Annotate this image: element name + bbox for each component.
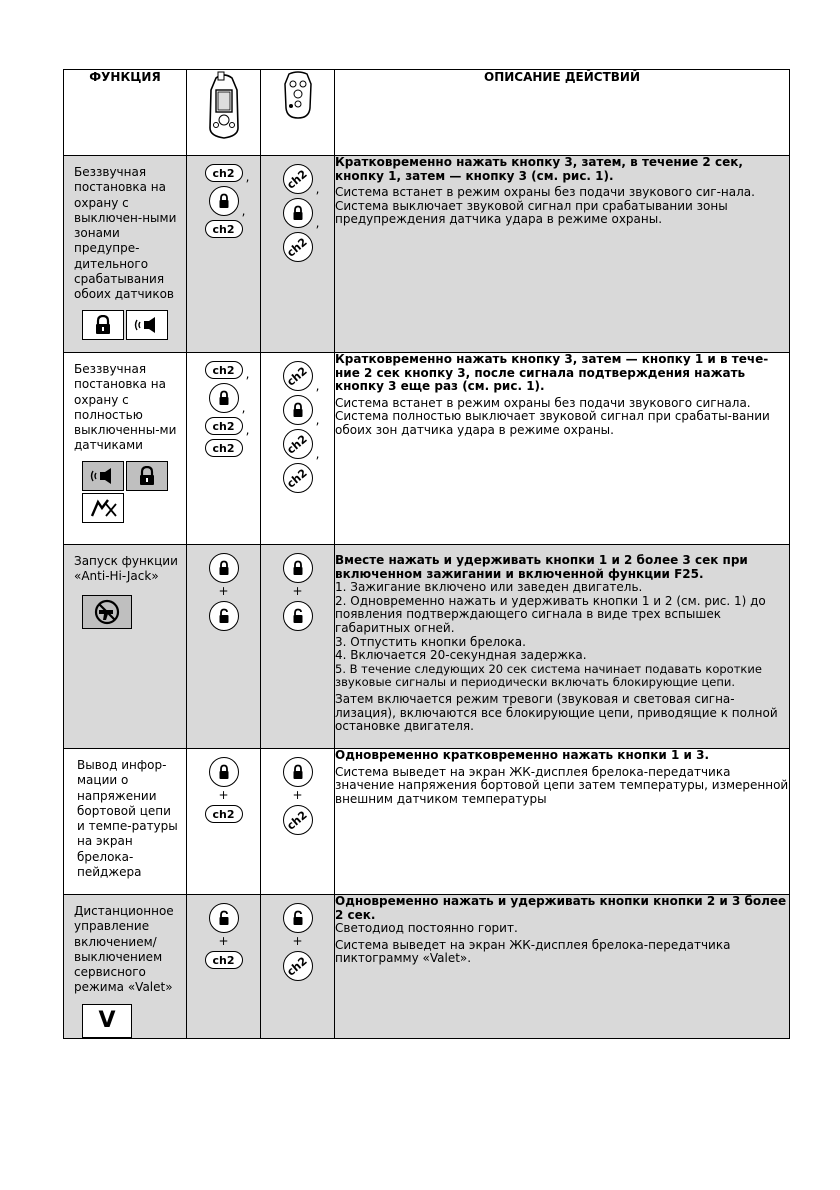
ch2-button-tilted: ch2 bbox=[283, 232, 313, 262]
unlock-button-icon bbox=[283, 903, 313, 933]
speaker-off-icon bbox=[126, 310, 168, 340]
description-bold: Одновременно кратковременно нажать кнопки 1 и 3. bbox=[335, 748, 710, 762]
comma: , bbox=[315, 447, 320, 461]
device2-buttons bbox=[261, 895, 335, 1039]
device1-buttons bbox=[187, 353, 261, 545]
device2-buttons bbox=[261, 545, 335, 749]
device2-buttons bbox=[261, 353, 335, 545]
lock-button-icon bbox=[283, 757, 313, 787]
description-bold: Кратковременно нажать кнопку 3, затем — кнопку 1 и в тече-ние 2 сек кнопку 3, после сигнала подтверждения нажать кнопку 3 еще раз (см. рис. 1). bbox=[335, 352, 769, 394]
step-5: 5. В течение следующих 20 сек система начинает подавать короткие звуковые сигналы и периодически включать блокирующие цепи. bbox=[335, 661, 762, 690]
plus-sign: + bbox=[292, 934, 303, 948]
unlock-button-icon bbox=[209, 903, 239, 933]
step-4: 4. Включается 20-секундная задержка. bbox=[335, 648, 587, 663]
description-cell bbox=[335, 353, 790, 545]
function-cell bbox=[64, 156, 187, 353]
lcd-remote-icon bbox=[204, 70, 244, 142]
device1-buttons bbox=[187, 156, 261, 353]
description-bold: Вместе нажать и удерживать кнопки 1 и 2 более 3 сек при включенном зажигании и включенной функции F25. bbox=[335, 553, 748, 581]
unlock-button-icon bbox=[283, 601, 313, 631]
lock-button-icon bbox=[209, 757, 239, 787]
ch2-button-tilted: ch2 bbox=[283, 361, 313, 391]
table-row bbox=[64, 353, 790, 545]
table-row bbox=[64, 895, 790, 1039]
ch2-button-tilted: ch2 bbox=[283, 951, 313, 981]
mode-icons bbox=[82, 595, 186, 629]
speaker-off-icon bbox=[82, 461, 124, 491]
mode-icons bbox=[82, 493, 186, 523]
ch2-button: ch2 bbox=[205, 164, 243, 182]
step-3: 3. Отпустить кнопки брелока. bbox=[335, 634, 526, 649]
table-header-row bbox=[64, 70, 790, 156]
device2-buttons bbox=[261, 749, 335, 895]
function-cell bbox=[64, 749, 187, 895]
header-function: ФУНКЦИЯ bbox=[64, 70, 187, 156]
function-cell bbox=[64, 545, 187, 749]
description-cell bbox=[335, 545, 790, 749]
ch2-button-tilted: ch2 bbox=[283, 463, 313, 493]
ch2-button: ch2 bbox=[205, 417, 243, 435]
description-bold: Одновременно нажать и удерживать кнопки кнопки 2 и 3 более 2 сек. bbox=[335, 894, 787, 922]
lock-button-icon bbox=[283, 553, 313, 583]
valet-icon: V bbox=[82, 1004, 132, 1038]
ch2-button: ch2 bbox=[205, 439, 243, 457]
function-cell bbox=[64, 895, 187, 1039]
description-text: Система выведет на экран ЖК-дисплея брелока-передатчика значение напряжения бортовой цепи затем температуры, измеренной внешним датчиком температуры bbox=[335, 764, 789, 806]
plus-sign: + bbox=[218, 788, 229, 802]
function-text: Беззвучная постановка на охрану с полностью выключенны-ми датчиками bbox=[74, 362, 177, 453]
lock-button-icon bbox=[283, 395, 313, 425]
lock-button-icon bbox=[283, 198, 313, 228]
header-device1 bbox=[187, 70, 261, 156]
comma: , bbox=[241, 401, 246, 415]
plus-sign: + bbox=[292, 584, 303, 598]
table-row bbox=[64, 545, 790, 749]
comma: , bbox=[315, 182, 320, 196]
comma: , bbox=[241, 204, 246, 218]
comma: , bbox=[315, 413, 320, 427]
description-cell bbox=[335, 749, 790, 895]
description-text: Система встанет в режим охраны без подачи звукового сигнала. Система полностью выключает звуковой сигнал при срабаты-вании обоих зон датчика удара в режиме охраны. bbox=[335, 395, 770, 437]
comma: , bbox=[245, 367, 250, 381]
function-text: Беззвучная постановка на охрану с выключен-ными зонами предупре-дительного срабатывания обоих датчиков bbox=[74, 165, 177, 302]
comma: , bbox=[245, 170, 250, 184]
lock-icon bbox=[82, 310, 124, 340]
function-text: Дистанционное управление включением/ выключением сервисного режима «Valet» bbox=[74, 904, 174, 995]
device2-buttons bbox=[261, 156, 335, 353]
lock-button-icon bbox=[209, 553, 239, 583]
ch2-button: ch2 bbox=[205, 805, 243, 823]
plus-sign: + bbox=[292, 788, 303, 802]
description-bold: Кратковременно нажать кнопку 3, затем, в течение 2 сек, кнопку 1, затем — кнопку 3 (см. рис. 1). bbox=[335, 155, 743, 183]
comma: , bbox=[315, 216, 320, 230]
function-cell bbox=[64, 353, 187, 545]
description-text: Система встанет в режим охраны без подачи звукового сиг-нала. Система выключает звуковой сигнал при срабатывании зоны предупреждения датчика удара в режиме охраны. bbox=[335, 185, 755, 227]
description-line: Светодиод постоянно горит. bbox=[335, 921, 518, 936]
header-device2 bbox=[261, 70, 335, 156]
small-remote-icon bbox=[281, 70, 315, 120]
mode-icons bbox=[82, 310, 186, 340]
ch2-button-tilted: ch2 bbox=[283, 429, 313, 459]
ch2-button: ch2 bbox=[205, 361, 243, 379]
plus-sign: + bbox=[218, 584, 229, 598]
lock-button-icon bbox=[209, 186, 239, 216]
lock-icon bbox=[126, 461, 168, 491]
header-description: ОПИСАНИЕ ДЕЙСТВИЙ bbox=[335, 70, 790, 156]
device1-buttons bbox=[187, 545, 261, 749]
ch2-button-tilted: ch2 bbox=[283, 805, 313, 835]
function-text: Запуск функции «Anti-Hi-Jack» bbox=[74, 554, 178, 584]
mode-icons bbox=[82, 1004, 186, 1038]
ch2-button: ch2 bbox=[205, 220, 243, 238]
table-row bbox=[64, 156, 790, 353]
ch2-button-tilted: ch2 bbox=[283, 164, 313, 194]
step-1: 1. Зажигание включено или заведен двигатель. bbox=[335, 580, 643, 595]
unlock-button-icon bbox=[209, 601, 239, 631]
device1-buttons bbox=[187, 749, 261, 895]
function-text: Вывод инфор-мации о напряжении бортовой цепи и темпе-ратуры на экран брелока-пейджера bbox=[77, 758, 178, 880]
step-2: 2. Одновременно нажать и удерживать кнопки 1 и 2 (см. рис. 1) до появления подтверждающего сигнала в виде трех вспышек габаритных огней. bbox=[335, 593, 766, 635]
table-row bbox=[64, 749, 790, 895]
comma: , bbox=[245, 423, 250, 437]
description-text: Затем включается режим тревоги (звуковая и световая сигна-лизация), включаются все блокирующие цепи, приводящие к полной остановке двигателя. bbox=[335, 691, 778, 734]
description-text: Система выведет на экран ЖК-дисплея брелока-передатчика пиктограмму «Valet». bbox=[335, 937, 731, 966]
anti-hijack-icon bbox=[82, 595, 132, 629]
shock-sensor-off-icon bbox=[82, 493, 124, 523]
lock-button-icon bbox=[209, 383, 239, 413]
ch2-button: ch2 bbox=[205, 951, 243, 969]
plus-sign: + bbox=[218, 934, 229, 948]
function-table bbox=[63, 69, 790, 1039]
device1-buttons bbox=[187, 895, 261, 1039]
description-cell bbox=[335, 156, 790, 353]
mode-icons bbox=[82, 461, 186, 491]
description-cell bbox=[335, 895, 790, 1039]
comma: , bbox=[315, 379, 320, 393]
